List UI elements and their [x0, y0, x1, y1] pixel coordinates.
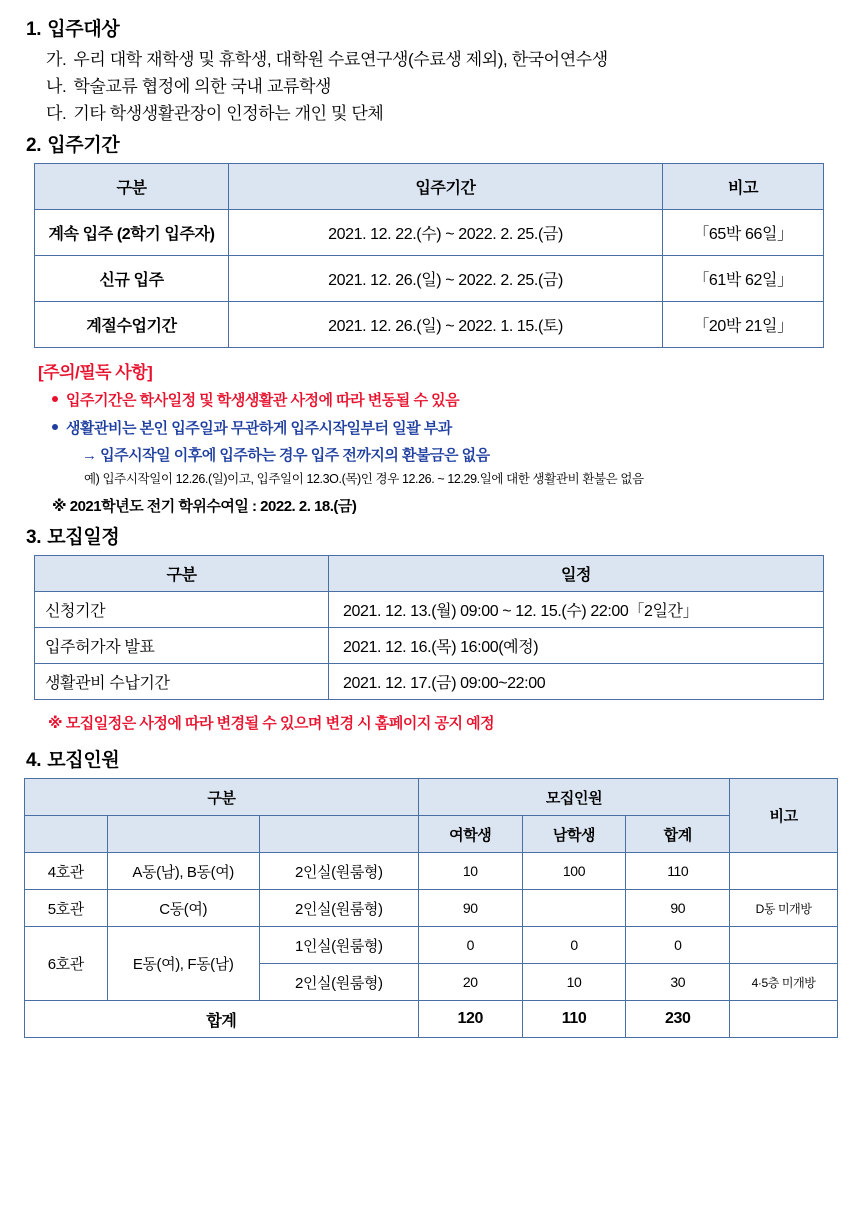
table-header-row: [35, 164, 824, 210]
row-roomtype: 2인실(원룸형): [259, 964, 418, 1001]
notice-bullet-2: [52, 417, 838, 438]
row-note: 「20박 21일」: [663, 302, 824, 348]
row-total-count: 110: [626, 853, 730, 890]
notice-bullet-1-text: 입주기간은 학사일정 및 학생생활관 사정에 따라 변동될 수 있음: [66, 392, 460, 409]
list-marker: 다.: [46, 104, 67, 123]
row-note: [730, 927, 838, 964]
row-label: 계절수업기간: [35, 302, 229, 348]
section-1-heading: [26, 14, 838, 41]
subheader-roomtype: [259, 816, 418, 853]
total-female-count: 120: [418, 1001, 522, 1038]
section-2-number: 2.: [26, 135, 42, 156]
row-roomtype: 2인실(원룸형): [259, 853, 418, 890]
recruitment-quota-table: [24, 778, 838, 1038]
row-building: A동(남), B동(여): [107, 853, 259, 890]
column-header-quota: 모집인원: [418, 779, 729, 816]
row-note: 4·5층 미개방: [730, 964, 838, 1001]
row-note: 「61박 62일」: [663, 256, 824, 302]
row-label: 입주허가자 발표: [35, 628, 329, 664]
recruitment-schedule-table: [34, 555, 824, 700]
list-marker: 가.: [46, 50, 67, 69]
list-item: [46, 45, 838, 70]
section-2-heading: [26, 130, 838, 157]
total-note: [730, 1001, 838, 1038]
bullet-dot-icon: [52, 424, 58, 430]
total-male-count: 110: [522, 1001, 626, 1038]
schedule-change-note: ※ 모집일정은 사정에 따라 변경될 수 있으며 변경 시 홈페이지 공지 예정: [48, 715, 495, 732]
section-3-title: 모집일정: [47, 527, 120, 548]
list-item-text: 기타 학생생활관장이 인정하는 개인 및 단체: [73, 104, 384, 123]
column-header-period: 입주기간: [229, 164, 663, 210]
section-recruitment-quota: [22, 745, 838, 1038]
column-header-note: 비고: [730, 779, 838, 853]
subheader-building: [107, 816, 259, 853]
section-important-notice: [22, 358, 838, 516]
row-male-count: [522, 890, 626, 927]
list-item: [46, 99, 838, 124]
table-row: [35, 302, 824, 348]
row-male-count: 100: [522, 853, 626, 890]
list-item: [46, 72, 838, 97]
list-marker: 나.: [46, 77, 67, 96]
total-label: 합계: [25, 1001, 419, 1038]
section-1-title: 입주대상: [47, 19, 120, 40]
section-4-number: 4.: [26, 750, 42, 771]
row-value: 2021. 12. 13.(월) 09:00 ~ 12. 15.(수) 22:00「2일간」: [329, 592, 824, 628]
row-value: 2021. 12. 16.(목) 16:00(예정): [329, 628, 824, 664]
section-1-number: 1.: [26, 19, 42, 40]
table-row: [35, 256, 824, 302]
row-hall: 6호관: [25, 927, 108, 1001]
row-roomtype: 2인실(원룸형): [259, 890, 418, 927]
section-3-heading: [26, 522, 838, 549]
notice-degree-date: ※ 2021학년도 전기 학위수여일 : 2022. 2. 18.(금): [52, 498, 357, 515]
row-female-count: 90: [418, 890, 522, 927]
table-total-row: [25, 1001, 838, 1038]
table-row: [25, 890, 838, 927]
row-total-count: 30: [626, 964, 730, 1001]
row-period: 2021. 12. 22.(수) ~ 2022. 2. 25.(금): [229, 210, 663, 256]
subheader-male: 남학생: [522, 816, 626, 853]
notice-bullet-2-sub: → 입주시작일 이후에 입주하는 경우 입주 전까지의 환불금은 없음: [82, 447, 490, 464]
section-recruitment-schedule: [22, 522, 838, 733]
section-residence-period: [22, 130, 838, 348]
subheader-total: 합계: [626, 816, 730, 853]
row-building: C동(여): [107, 890, 259, 927]
row-label: [35, 210, 229, 256]
row-female-count: 0: [418, 927, 522, 964]
row-hall: 4호관: [25, 853, 108, 890]
row-label: 생활관비 수납기간: [35, 664, 329, 700]
column-header-note: 비고: [663, 164, 824, 210]
total-total-count: 230: [626, 1001, 730, 1038]
row-total-count: 90: [626, 890, 730, 927]
section-4-heading: [26, 745, 838, 772]
row-label-sub: (2학기 입주자): [116, 226, 215, 243]
notice-bullet-1: [52, 389, 838, 410]
row-period: 2021. 12. 26.(일) ~ 2022. 2. 25.(금): [229, 256, 663, 302]
notice-title: [주의/필독 사항]: [38, 363, 153, 382]
subheader-hall: [25, 816, 108, 853]
row-male-count: 10: [522, 964, 626, 1001]
residence-period-table: [34, 163, 824, 348]
table-row: [35, 628, 824, 664]
row-label-text: 계속 입주: [48, 226, 113, 243]
row-note: D동 미개방: [730, 890, 838, 927]
table-row: [35, 210, 824, 256]
notice-bullet-2-text: 생활관비는 본인 입주일과 무관하게 입주시작일부터 일괄 부과: [66, 420, 452, 437]
row-label: 신청기간: [35, 592, 329, 628]
row-value: 2021. 12. 17.(금) 09:00~22:00: [329, 664, 824, 700]
row-roomtype: 1인실(원룸형): [259, 927, 418, 964]
table-row: [25, 927, 838, 964]
section-3-number: 3.: [26, 527, 42, 548]
table-row: [35, 664, 824, 700]
row-hall: 5호관: [25, 890, 108, 927]
table-subheader-row: [25, 816, 838, 853]
row-note: 「65박 66일」: [663, 210, 824, 256]
list-item-text: 우리 대학 재학생 및 휴학생, 대학원 수료연구생(수료생 제외), 한국어연수생: [73, 50, 608, 69]
column-header-schedule: 일정: [329, 556, 824, 592]
table-row: [25, 853, 838, 890]
row-note: [730, 853, 838, 890]
row-female-count: 20: [418, 964, 522, 1001]
row-label: 신규 입주: [35, 256, 229, 302]
list-item-text: 학술교류 협정에 의한 국내 교류학생: [73, 77, 331, 96]
subheader-female: 여학생: [418, 816, 522, 853]
row-total-count: 0: [626, 927, 730, 964]
section-4-title: 모집인원: [47, 750, 120, 771]
row-female-count: 10: [418, 853, 522, 890]
column-header-category: 구분: [35, 164, 229, 210]
row-male-count: 0: [522, 927, 626, 964]
column-header-category: 구분: [25, 779, 419, 816]
notice-bullet-2-example: 예) 입주시작일이 12.26.(일)이고, 입주일이 12.3O.(목)인 경우 12.26. ~ 12.29.일에 대한 생활관비 환불은 없음: [84, 472, 644, 486]
table-row: [35, 592, 824, 628]
table-header-row: [35, 556, 824, 592]
row-period: 2021. 12. 26.(일) ~ 2022. 1. 15.(토): [229, 302, 663, 348]
row-building: E동(여), F동(남): [107, 927, 259, 1001]
table-header-row: [25, 779, 838, 816]
bullet-dot-icon: [52, 396, 58, 402]
section-2-title: 입주기간: [47, 135, 120, 156]
column-header-category: 구분: [35, 556, 329, 592]
section-admission-target: [22, 14, 838, 124]
